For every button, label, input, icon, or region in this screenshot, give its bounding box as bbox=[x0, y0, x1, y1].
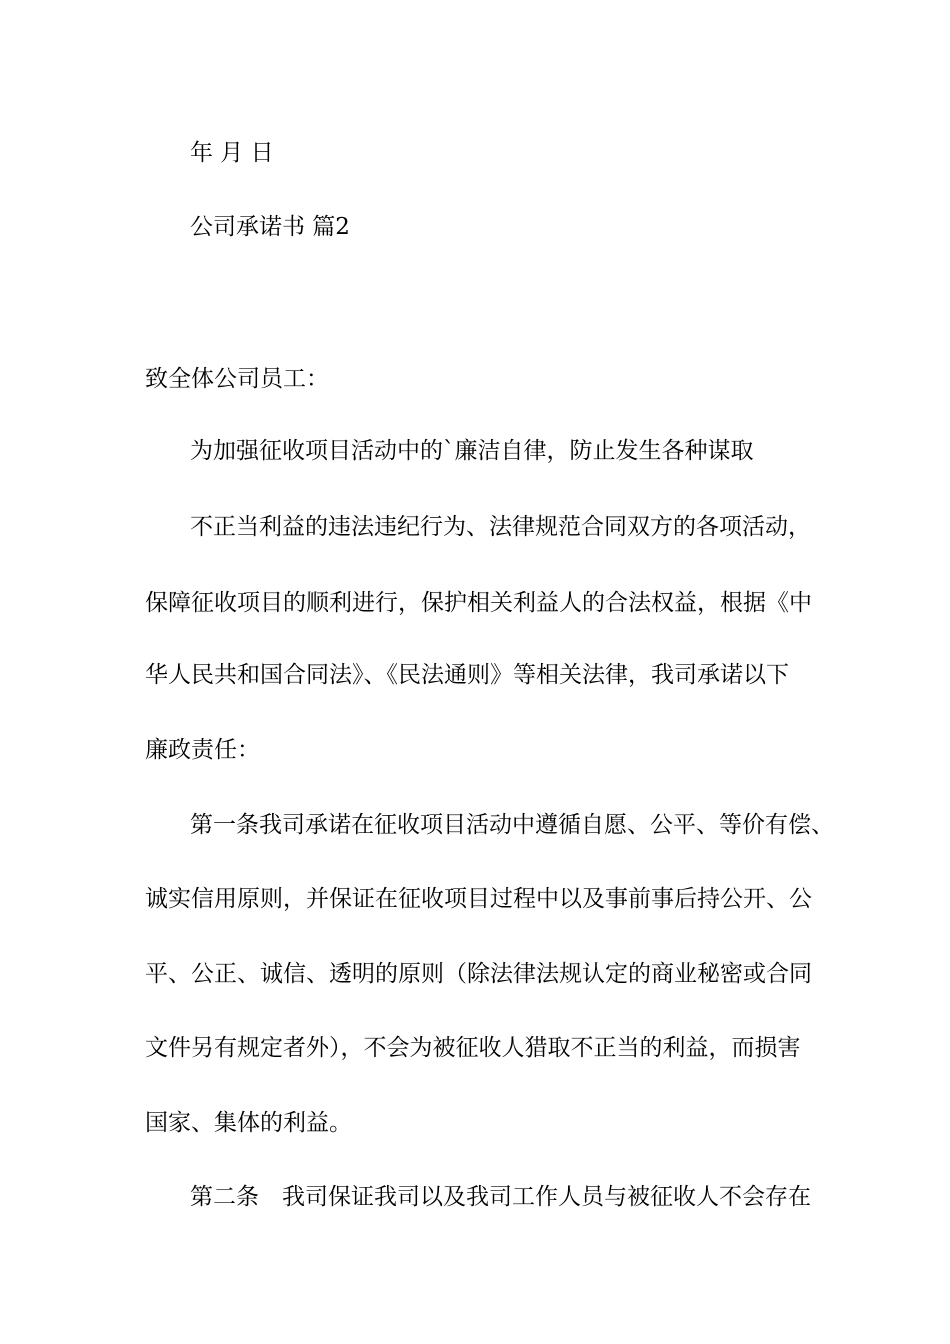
section-title: 公司承诺书 篇2 bbox=[190, 214, 350, 240]
date-line: 年 月 日 bbox=[190, 140, 274, 166]
paragraph-line: 不正当利益的违法违纪行为、法律规范合同双方的各项活动， bbox=[190, 514, 811, 540]
paragraph-line: 保障征收项目的顺利进行，保护相关利益人的合法权益，根据《中 bbox=[145, 590, 812, 616]
paragraph-line: 廉政责任： bbox=[145, 737, 260, 763]
paragraph-line: 为加强征收项目活动中的`廉洁自律，防止发生各种谋取 bbox=[190, 438, 754, 464]
paragraph-line: 华人民共和国合同法》、《民法通则》等相关法律，我司承诺以下 bbox=[145, 662, 789, 688]
article-line: 平、公正、诚信、透明的原则（除法律法规认定的商业秘密或合同 bbox=[145, 961, 812, 987]
article-line: 第一条我司承诺在征收项目活动中遵循自愿、公平、等价有偿、 bbox=[190, 812, 834, 838]
article-line: 文件另有规定者外），不会为被征收人猎取不正当的利益，而损害 bbox=[145, 1035, 801, 1061]
salutation: 致全体公司员工： bbox=[145, 366, 329, 392]
article-line: 第二条 我司保证我司以及我司工作人员与被征收人不会存在 bbox=[190, 1184, 811, 1210]
article-line: 国家、集体的利益。 bbox=[145, 1110, 352, 1136]
article-line: 诚实信用原则，并保证在征收项目过程中以及事前事后持公开、公 bbox=[145, 886, 812, 912]
